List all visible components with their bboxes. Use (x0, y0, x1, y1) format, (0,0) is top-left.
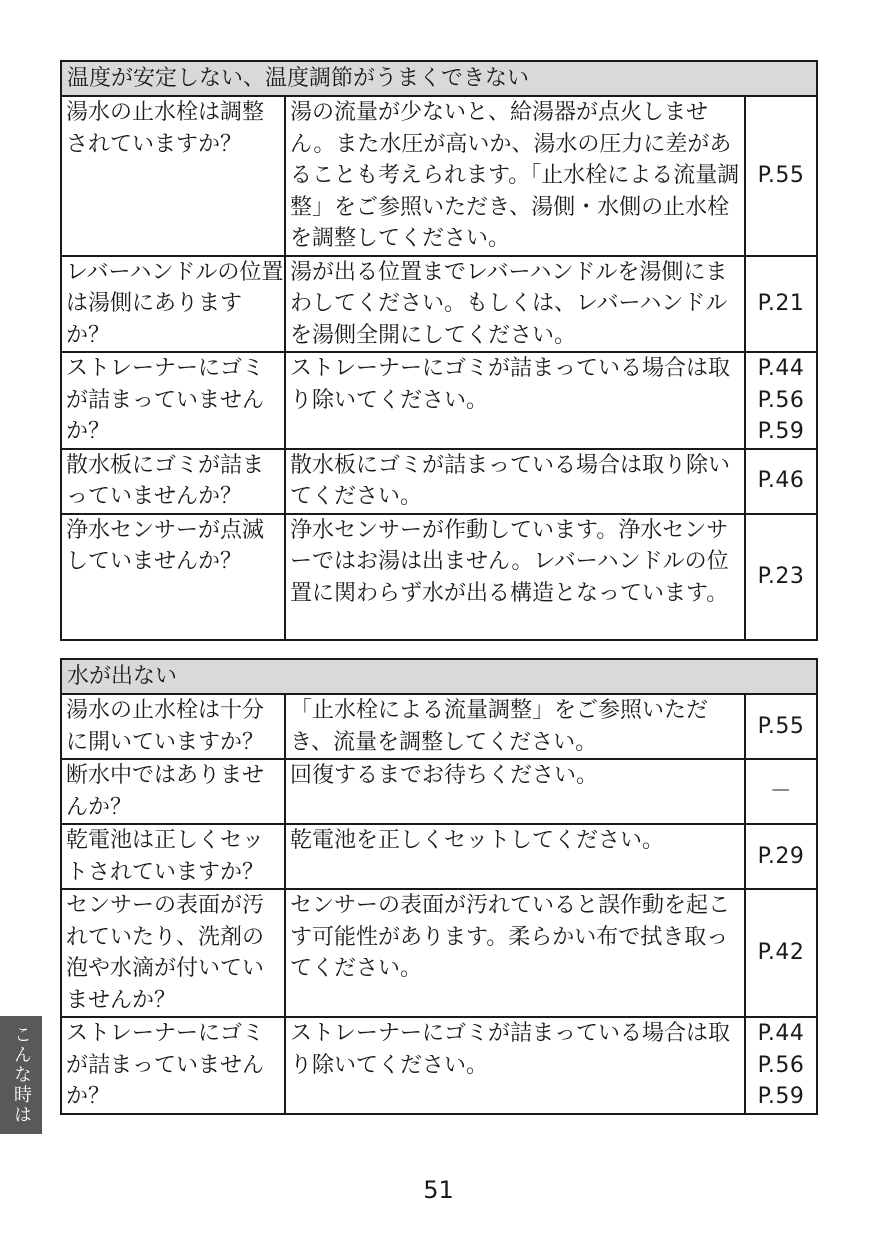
page-ref-link: P.44 (757, 1021, 805, 1046)
page-reference (745, 514, 817, 640)
page-ref-link: P.23 (757, 563, 805, 589)
table-row (61, 96, 817, 256)
page-ref-link: P.55 (757, 713, 805, 739)
page-reference (745, 694, 817, 759)
table-row (61, 759, 817, 824)
page-reference (745, 96, 817, 256)
question-cell: センサーの表面が汚れていたり、洗剤の泡や水滴が付いていませんか？ (61, 889, 285, 1017)
page-ref-link: P.42 (757, 940, 805, 966)
troubleshooting-table-temperature (60, 60, 818, 641)
table-row (61, 449, 817, 514)
page-ref-link: P.56 (757, 387, 805, 413)
page-ref-link: P.29 (757, 843, 805, 869)
answer-cell: センサーの表面が汚れていると誤作動を起こす可能性があります。柔らかい布で拭き取ってください。 (285, 889, 745, 1017)
answer-cell: 浄水センサーが作動しています。浄水センサーではお湯は出ません。レバーハンドルの位置に関わらず水が出る構造となっています。 (285, 514, 745, 640)
answer-cell: ストレーナーにゴミが詰まっている場合は取り除いてください。 (285, 1017, 745, 1114)
table-row (61, 514, 817, 640)
answer-cell: ストレーナーにゴミが詰まっている場合は取り除いてください。 (285, 352, 745, 449)
page-reference (745, 256, 817, 353)
section-header: 水が出ない (61, 659, 817, 694)
page-ref-link: P.44 (757, 356, 805, 381)
table-row (61, 352, 817, 449)
question-cell: 浄水センサーが点滅していませんか？ (61, 514, 285, 640)
question-cell: 乾電池は正しくセットされていますか？ (61, 824, 285, 889)
question-cell: 湯水の止水栓は十分に開いていますか？ (61, 694, 285, 759)
question-cell: 湯水の止水栓は調整されていますか？ (61, 96, 285, 256)
answer-cell: 湯の流量が少ないと、給湯器が点火しません。また水圧が高いか、湯水の圧力に差があることも考えられます。「止水栓による流量調整」をご参照いただき、湯側・水側の止水栓を調整してください。 (285, 96, 745, 256)
answer-cell: 回復するまでお待ちください。 (285, 759, 745, 824)
page-ref-link: P.56 (757, 1052, 805, 1078)
page-reference (745, 824, 817, 889)
page-ref-link: P.55 (757, 163, 805, 188)
question-cell: ストレーナーにゴミが詰まっていませんか？ (61, 1017, 285, 1114)
question-cell: 断水中ではありませんか？ (61, 759, 285, 824)
question-cell: 散水板にゴミが詰まっていませんか？ (61, 449, 285, 514)
page-ref-link: P.21 (757, 291, 805, 316)
page-ref-link: P.59 (757, 419, 805, 444)
page-ref-link: P.46 (757, 468, 805, 494)
page-reference (745, 759, 817, 824)
question-cell: レバーハンドルの位置は湯側にありますか？ (61, 256, 285, 353)
table-row (61, 824, 817, 889)
table-row (61, 256, 817, 353)
table-row (61, 1017, 817, 1114)
page-reference (745, 889, 817, 1017)
answer-cell: 乾電池を正しくセットしてください。 (285, 824, 745, 889)
page-number: 51 (423, 1176, 454, 1204)
page-reference (745, 1017, 817, 1114)
page-reference (745, 352, 817, 449)
chapter-tab: こんな時は (0, 1016, 42, 1134)
answer-cell: 散水板にゴミが詰まっている場合は取り除いてください。 (285, 449, 745, 514)
page-reference (745, 449, 817, 514)
answer-cell: 「止水栓による流量調整」をご参照いただき、流量を調整してください。 (285, 694, 745, 759)
question-cell: ストレーナーにゴミが詰まっていませんか？ (61, 352, 285, 449)
troubleshooting-table-no-water (60, 658, 818, 1115)
table-row (61, 694, 817, 759)
table-row (61, 889, 817, 1017)
page-ref-link: P.59 (757, 1084, 805, 1109)
page-ref-link: － (769, 778, 793, 804)
answer-cell: 湯が出る位置までレバーハンドルを湯側にまわしてください。もしくは、レバーハンドルを湯側全開にしてください。 (285, 256, 745, 353)
section-header: 温度が安定しない、温度調節がうまくできない (61, 61, 817, 96)
